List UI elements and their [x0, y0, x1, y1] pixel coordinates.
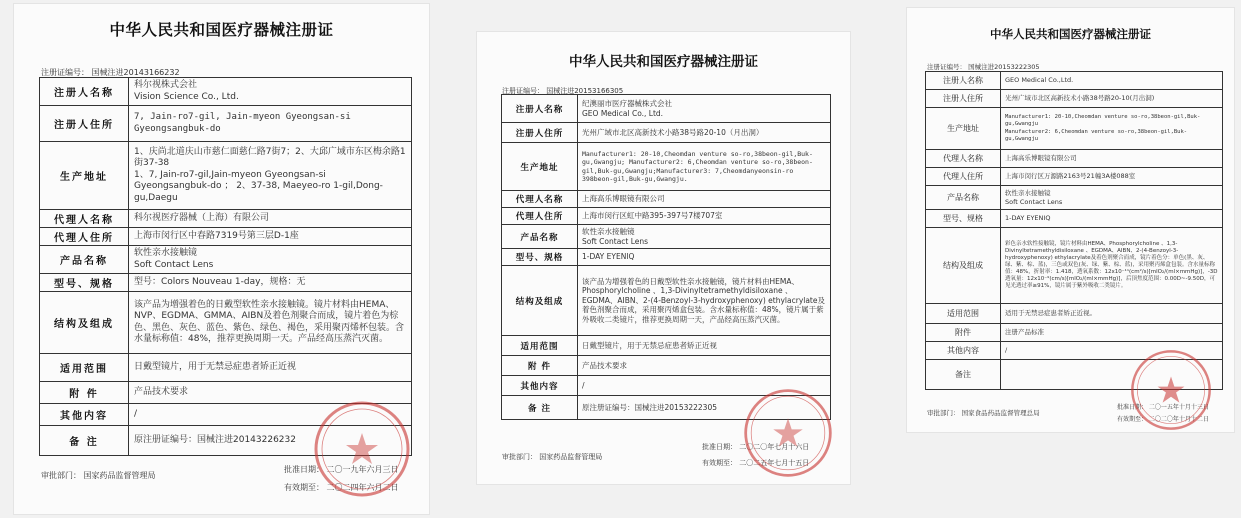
issuer: 审批部门： 国家药品监督管理局	[502, 453, 603, 461]
table-row	[502, 266, 831, 336]
row-value: 彩色亲水软性接触镜，镜片材料由HEMA、Phosphorylcholine 、1,3-Divinyltetramethyldisiloxane 、EGDMA、AIBN、2-(4-Benzoyl-3-hydroxyphenoxy) ethylacrylate及着色剂聚合而成，镜片着色分：单色(黑、灰、绿、紫、棕、蓝)，三色或双色(灰、绿、紫、棕、蓝)，采用聚丙烯盒包装。含水量标称值：48%，折射率：1.418，透氧系数：12x10⁻¹¹(cm²/s)[mlO₂/(ml×mmHg)]，-3D透氧量：12x10⁻⁹(cm/s)[mlO₂/(ml×mmHg)]，后顶焦度范围：0.00D~-9.50D，可见光透过率≥91%，镜片属于紫外吸收二类镜片。	[1001, 228, 1223, 304]
row-value: Manufacturer1: 20-10,Cheomdan venture so-ro,38beon-gil,Buk-gu,Gwangju; Manufacturer2: 6,Cheomdan venture so-ro,38beon-gil,Buk-gu,Gwangju;Manufacturer3: 7,Cheomdanyeonsin-ro 398beon-gil,Buk-gu,Gwangju.	[578, 143, 831, 191]
row-label: 结构及组成	[502, 266, 578, 336]
row-label: 其他内容	[502, 376, 578, 396]
table-row	[502, 123, 831, 143]
row-value: /	[578, 376, 831, 396]
row-label: 生产地址	[502, 143, 578, 191]
table-row	[502, 95, 831, 123]
row-label: 其他内容	[926, 342, 1001, 360]
row-value: 1-DAY EYENIQ	[1001, 210, 1223, 228]
table-row	[502, 143, 831, 191]
table-row	[926, 342, 1223, 360]
row-value: 产品技术要求	[129, 382, 412, 404]
expiry-date: 有效期至： 二〇二〇年十月十二日	[1117, 416, 1209, 423]
row-label: 产品名称	[502, 225, 578, 249]
certificate-title: 中华人民共和国医疗器械注册证	[990, 27, 1151, 41]
row-value: 1、庆尚北道庆山市慈仁面慈仁路7街7；2、大邱广域市东区梅余路1街37-38 1、7, Jain-ro7-gil,Jain-myeon Gyeongsan-si Gyeongsangbuk-do ； 2、37-38, Maeyeo-ro 1-gil,Dong-gu,Daegu	[129, 142, 412, 210]
row-value: Manufacturer1: 20-10,Cheomdan venture so-ro,38beon-gil,Buk-gu,Gwangju Manufacturer2: 6,Cheomdan venture so-ro,38beon-gil,Buk-gu,Gwangju	[1001, 108, 1223, 150]
row-value: 软性亲水接触镜 Soft Contact Lens	[129, 246, 412, 274]
row-value: /	[129, 404, 412, 426]
row-value: 科尔视医疗器械（上海）有限公司	[129, 210, 412, 228]
row-label: 注册人住所	[502, 123, 578, 143]
row-value: 日戴型镜片，用于无禁忌症患者矫正近视	[129, 354, 412, 382]
table-row	[502, 249, 831, 266]
row-value: 原注册证编号：国械注进20143226232	[129, 426, 412, 456]
row-label: 型号、规格	[502, 249, 578, 266]
registration-number: 注册证编号： 国械注进20153166305	[502, 87, 624, 95]
table-row	[926, 210, 1223, 228]
row-label: 适用范围	[502, 336, 578, 356]
table-row	[40, 78, 412, 106]
table-row	[926, 304, 1223, 324]
certificate-table	[925, 71, 1223, 390]
row-label: 生产地址	[926, 108, 1001, 150]
registration-number: 注册证编号： 国械注进20143166232	[41, 68, 180, 77]
expiry-date: 有效期至： 二〇二五年七月十五日	[702, 459, 810, 467]
table-row	[40, 210, 412, 228]
row-label: 代理人住所	[926, 168, 1001, 186]
row-label: 适用范围	[926, 304, 1001, 324]
issuer: 审批部门： 国家食品药品监督管理总局	[927, 409, 1040, 417]
row-value: 上海市闵行区中春路7319号第三层D-1座	[129, 228, 412, 246]
row-label: 注册人住所	[926, 90, 1001, 108]
row-value: 1-DAY EYENIQ	[578, 249, 831, 266]
row-value: 科尔视株式会社 Vision Science Co., Ltd.	[129, 78, 412, 106]
table-row	[40, 246, 412, 274]
row-value: 上海高乐博眼镜有限公司	[1001, 150, 1223, 168]
table-row	[926, 360, 1223, 390]
row-label: 型号、规格	[40, 274, 129, 292]
row-label: 备 注	[40, 426, 129, 456]
table-row	[926, 90, 1223, 108]
table-row	[926, 150, 1223, 168]
table-row	[40, 228, 412, 246]
table-row	[926, 108, 1223, 150]
row-value: 产品技术要求	[578, 356, 831, 376]
table-row	[502, 376, 831, 396]
table-row	[40, 426, 412, 456]
row-value: 7, Jain-ro7-gil, Jain-myeon Gyeongsan-si Gyeongsangbuk-do	[129, 106, 412, 142]
table-row	[502, 396, 831, 420]
row-label: 备注	[926, 360, 1001, 390]
row-label: 生产地址	[40, 142, 129, 210]
row-value: 上海高乐博眼镜有限公司	[578, 191, 831, 208]
row-label: 注册人住所	[40, 106, 129, 142]
row-value: /	[1001, 342, 1223, 360]
table-row	[40, 404, 412, 426]
row-value: 适用于无禁忌症患者矫正近视。	[1001, 304, 1223, 324]
row-label: 附 件	[502, 356, 578, 376]
row-value: 纪澳丽市医疗器械株式会社 GEO Medical Co., Ltd.	[578, 95, 831, 123]
table-row	[502, 191, 831, 208]
row-value: GEO Medical Co.,Ltd.	[1001, 72, 1223, 90]
row-label: 代理人名称	[926, 150, 1001, 168]
row-value: 原注册证编号：国械注进20153222305	[578, 396, 831, 420]
row-label: 代理人名称	[502, 191, 578, 208]
row-label: 代理人名称	[40, 210, 129, 228]
row-value: 软性亲水接触镜 Soft Contact Lens	[578, 225, 831, 249]
table-row	[40, 382, 412, 404]
row-value: 日戴型镜片，用于无禁忌症患者矫正近视	[578, 336, 831, 356]
table-row	[502, 208, 831, 225]
row-label: 注册人名称	[926, 72, 1001, 90]
row-value: 光州广域市北区高新技术小路38号路20-10(月出洞)	[1001, 90, 1223, 108]
table-row	[926, 228, 1223, 304]
row-label: 附 件	[40, 382, 129, 404]
registration-number: 注册证编号： 国械注进20153222305	[927, 63, 1040, 71]
row-label: 注册人名称	[502, 95, 578, 123]
certificate-3	[907, 8, 1234, 432]
approval-date: 批准日期： 二〇一九年六月三日	[284, 465, 399, 474]
certificate-title: 中华人民共和国医疗器械注册证	[109, 21, 334, 39]
certificate-table	[39, 77, 412, 456]
row-value: 上海市闵行区万源路2163号21幢3A楼088室	[1001, 168, 1223, 186]
approval-date: 批准日期： 二〇二〇年七月十六日	[702, 443, 810, 451]
row-value: 上海市闵行区虹中路395-397号7楼707室	[578, 208, 831, 225]
certificate-2	[477, 32, 850, 484]
row-value: 软性亲水接触镜 Soft Contact Lens	[1001, 186, 1223, 210]
row-label: 结构及组成	[40, 292, 129, 354]
row-label: 产品名称	[40, 246, 129, 274]
row-value: 光州广域市北区高新技术小路38号路20-10（月出洞）	[578, 123, 831, 143]
table-row	[40, 106, 412, 142]
table-row	[40, 274, 412, 292]
row-value: 该产品为增强着色的日戴型软性亲水接触镜。镜片材料由HEMA、NVP、EGDMA、GMMA、AIBN及着色剂聚合而成，镜片着色为棕色、黑色、灰色、蓝色、紫色、绿色、褐色，采用聚丙烯杯包装。含水量标称值：48%，推荐更换周期一天。产品经高压蒸汽灭菌。	[129, 292, 412, 354]
row-label: 结构及组成	[926, 228, 1001, 304]
row-label: 适用范围	[40, 354, 129, 382]
row-value	[1001, 360, 1223, 390]
table-row	[40, 354, 412, 382]
certificate-1	[14, 4, 429, 514]
row-label: 型号、规格	[926, 210, 1001, 228]
certificate-title: 中华人民共和国医疗器械注册证	[569, 54, 758, 70]
certificate-table	[501, 94, 831, 420]
table-row	[926, 72, 1223, 90]
row-value: 该产品为增强着色的日戴型软性亲水接触镜，镜片材料由HEMA、Phosphorylcholine 、1,3-Divinyltetramethyldisiloxane 、EGDMA、AIBN、2-(4-Benzoyl-3-hydroxyphenoxy) ethylacrylate及着色剂聚合而成，采用聚丙烯盒包装。含水量标称值：48%，镜片属于紫外吸收二类镜片，推荐更换周期一天，产品经高压蒸汽灭菌。	[578, 266, 831, 336]
row-label: 代理人住所	[40, 228, 129, 246]
table-row	[502, 336, 831, 356]
table-row	[926, 186, 1223, 210]
table-row	[926, 168, 1223, 186]
row-value: 注册产品标准	[1001, 324, 1223, 342]
row-label: 附件	[926, 324, 1001, 342]
table-row	[502, 356, 831, 376]
table-row	[40, 142, 412, 210]
row-value: 型号：Colors Nouveau 1-day，规格：无	[129, 274, 412, 292]
table-row	[926, 324, 1223, 342]
row-label: 其他内容	[40, 404, 129, 426]
expiry-date: 有效期至： 二〇二四年六月二日	[284, 483, 399, 492]
table-row	[40, 292, 412, 354]
row-label: 产品名称	[926, 186, 1001, 210]
table-row	[502, 225, 831, 249]
row-label: 备 注	[502, 396, 578, 420]
approval-date: 批准日期： 二〇一五年十月十三日	[1117, 404, 1209, 411]
issuer: 审批部门： 国家药品监督管理局	[41, 471, 156, 480]
row-label: 注册人名称	[40, 78, 129, 106]
row-label: 代理人住所	[502, 208, 578, 225]
